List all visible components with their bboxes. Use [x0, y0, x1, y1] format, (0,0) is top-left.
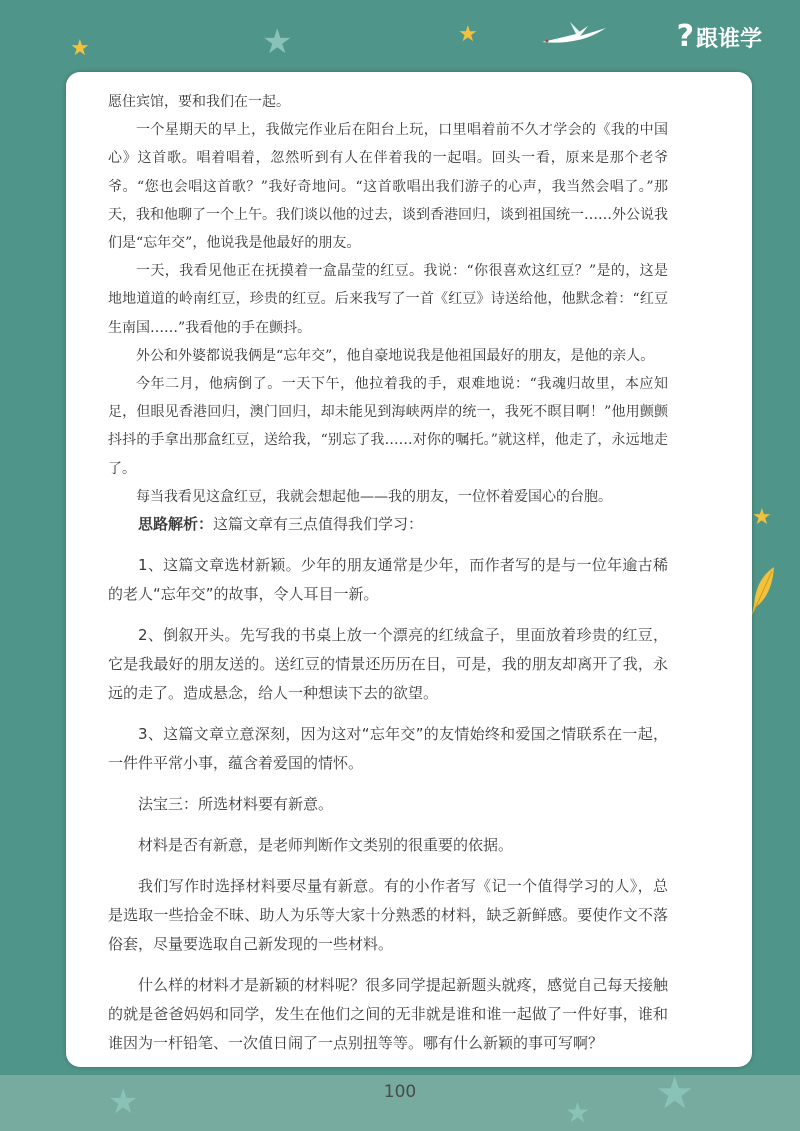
analysis-point: 1、这篇文章选材新颖。少年的朋友通常是少年，而作者写的是与一位年逾古稀的老人“忘年交”的故事，令人耳目一新。	[108, 556, 668, 603]
star-icon: ★	[458, 22, 478, 47]
story-paragraph: 外公和外婆都说我俩是“忘年交”，他自豪地说我是他祖国最好的朋友，是他的亲人。	[136, 347, 655, 364]
star-icon: ★	[262, 22, 293, 62]
method-heading: 法宝三：所选材料要有新意。	[138, 795, 334, 813]
story-paragraph: 今年二月，他病倒了。一天下午，他拉着我的手，艰难地说：“我魂归故里，本应知足，但眼见香港回归，澳门回归，却未能见到海峡两岸的统一，我死不瞑目啊！”他用颤颤抖抖的手拿出那盒红豆，送给我，“别忘了我……对你的嘱托。”就这样，他走了，永远地走了。	[108, 376, 668, 477]
crane-icon	[540, 20, 610, 50]
body-paragraph: 材料是否有新意，是老师判断作文类别的很重要的依据。	[138, 836, 514, 854]
feather-icon	[750, 565, 778, 617]
star-icon: ★	[565, 1096, 591, 1129]
analysis-heading-text: 这篇文章有三点值得我们学习：	[213, 515, 424, 533]
analysis-point: 3、这篇文章立意深刻，因为这对“忘年交”的友情始终和爱国之情联系在一起，一件件平常小事，蕴含着爱国的情怀。	[108, 725, 668, 772]
page-number: 100	[383, 1082, 417, 1102]
analysis-heading	[108, 510, 668, 539]
body-paragraph: 我们写作时选择材料要尽量有新意。有的小作者写《记一个值得学习的人》，总是选取一些拾金不昧、助人为乐等大家十分熟悉的材料，缺乏新鲜感。要使作文不落俗套，尽量要选取自己新发现的一些材料。	[108, 877, 668, 953]
analysis-section	[108, 510, 668, 1058]
star-icon: ★	[70, 36, 90, 61]
brand-logo	[676, 19, 762, 54]
analysis-point: 2、倒叙开头。先写我的书桌上放一个漂亮的红绒盒子，里面放着珍贵的红豆，它是我最好的朋友送的。送红豆的情景还历历在目，可是，我的朋友却离开了我，永远的走了。造成悬念，给人一种想读下去的欲望。	[108, 626, 668, 702]
star-icon: ★	[108, 1082, 139, 1122]
story-text	[108, 88, 668, 511]
story-paragraph: 一天，我看见他正在抚摸着一盒晶莹的红豆。我说：“你很喜欢这红豆？”是的，这是地地道道的岭南红豆，珍贵的红豆。后来我写了一首《红豆》诗送给他，他默念着：“红豆生南国……”我看他的手在颤抖。	[108, 263, 668, 336]
star-icon: ★	[655, 1068, 695, 1119]
analysis-heading-label: 思路解析：	[138, 515, 214, 533]
story-paragraph: 一个星期天的早上，我做完作业后在阳台上玩，口里唱着前不久才学会的《我的中国心》这首歌。唱着唱着，忽然听到有人在伴着我的一起唱。回头一看，原来是那个老爷爷。“您也会唱这首歌？”我好奇地问。“这首歌唱出我们游子的心声，我当然会唱了。”那天，我和他聊了一个上午。我们谈以他的过去，谈到香港回归，谈到祖国统一……外公说我们是“忘年交”，他说我是他最好的朋友。	[108, 122, 668, 252]
logo-text: 跟谁学	[695, 26, 762, 52]
body-paragraph: 什么样的材料才是新颖的材料呢？很多同学提起新题头就疼，感觉自己每天接触的就是爸爸妈妈和同学，发生在他们之间的无非就是谁和谁一起做了一件好事，谁和谁因为一杆铅笔、一次值日闹了一点别扭等等。哪有什么新颖的事可写啊？	[108, 976, 668, 1052]
logo-mark: ?	[676, 19, 694, 54]
story-paragraph: 愿住宾馆，要和我们在一起。	[108, 94, 290, 110]
story-paragraph: 每当我看见这盒红豆，我就会想起他——我的朋友，一位怀着爱国心的台胞。	[136, 488, 612, 505]
star-icon: ★	[752, 505, 772, 530]
